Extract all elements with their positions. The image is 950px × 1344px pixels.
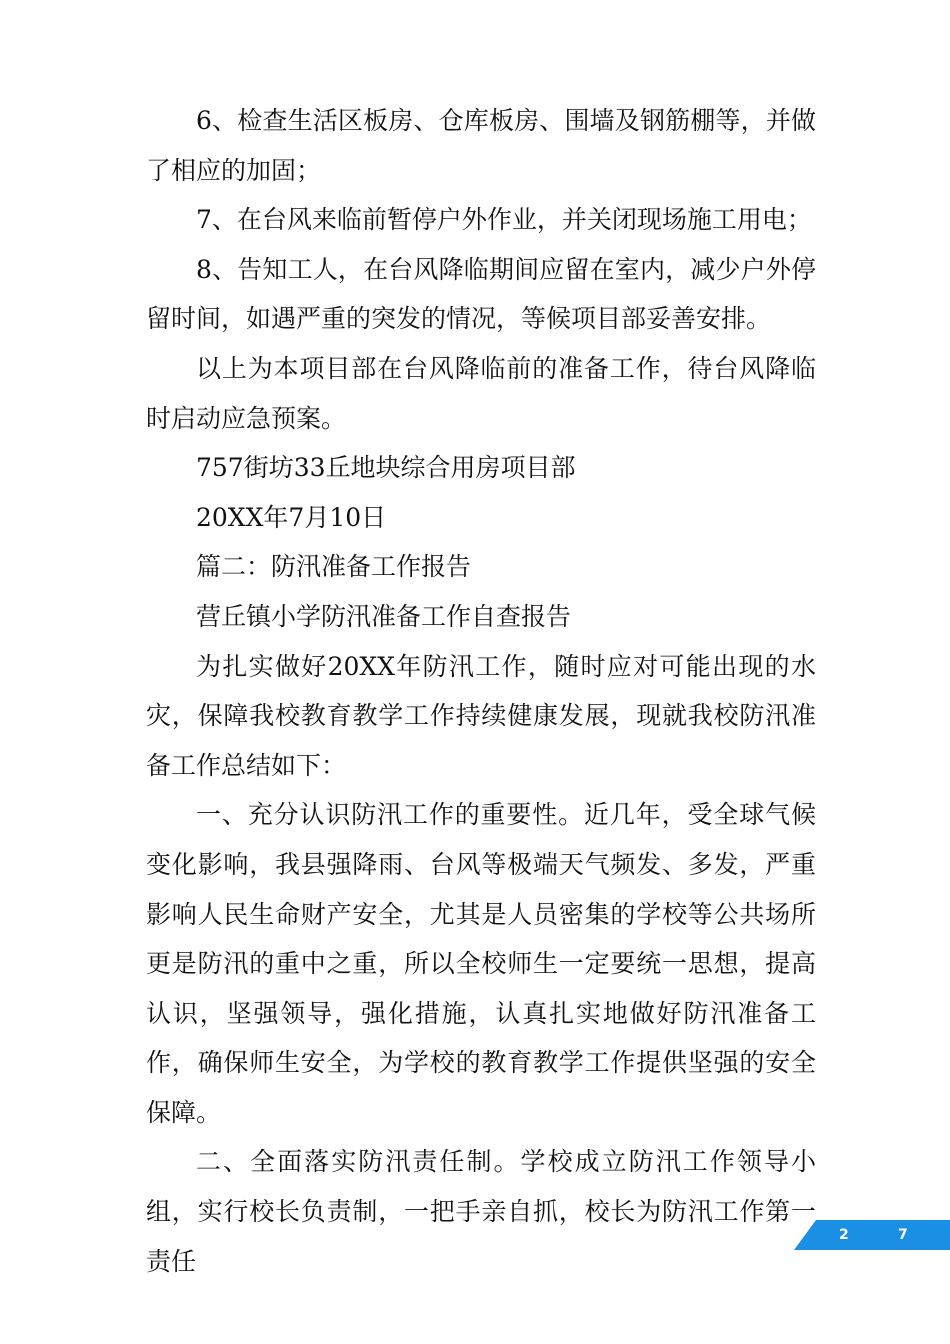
- report-title: 营丘镇小学防汛准备工作自查报告: [196, 601, 572, 631]
- paragraph: 8、告知工人，在台风降临期间应留在室内，减少户外停留时间，如遇严重的突发的情况，等候项目部妥善安排。: [146, 254, 816, 334]
- paragraph: 一、充分认识防汛工作的重要性。近几年，受全球气候变化影响，我县强降雨、台风等极端天气频发、多发，严重影响人民生命财产安全，尤其是人员密集的学校等公共场所更是防汛的重中之重，所以全校师生一定要统一思想，提高认识，坚强领导，强化措施，认真扎实地做好防汛准备工作，确保师生安全，为学校的教育教学工作提供坚强的安全保障。: [146, 800, 816, 1127]
- paragraph: 7、在台风来临前暂停户外作业，并关闭现场施工用电；: [196, 205, 812, 235]
- paragraph: 以上为本项目部在台风降临前的准备工作，待台风降临时启动应急预案。: [146, 353, 816, 433]
- document-body: [146, 96, 816, 1286]
- page-badge-shape: [794, 1220, 950, 1250]
- total-page-count: 7: [898, 1227, 908, 1243]
- section-heading: 篇二：防汛准备工作报告: [196, 552, 472, 582]
- project-department-line: 757街坊33丘地块综合用房项目部: [196, 453, 576, 483]
- date-line: 20XX年7月10日: [196, 502, 387, 532]
- paragraph: 二、全面落实防汛责任制。学校成立防汛工作领导小组，实行校长负责制，一把手亲自抓，校长为防汛工作第一责任: [146, 1147, 816, 1276]
- current-page-number: 2: [839, 1227, 849, 1243]
- paragraph: 为扎实做好20XX年防汛工作，随时应对可能出现的水灾，保障我校教育教学工作持续健康发展，现就我校防汛准备工作总结如下：: [146, 651, 816, 780]
- page-number-badge: [794, 1220, 950, 1250]
- paragraph: 6、检查生活区板房、仓库板房、围墙及钢筋棚等，并做了相应的加固；: [146, 106, 816, 185]
